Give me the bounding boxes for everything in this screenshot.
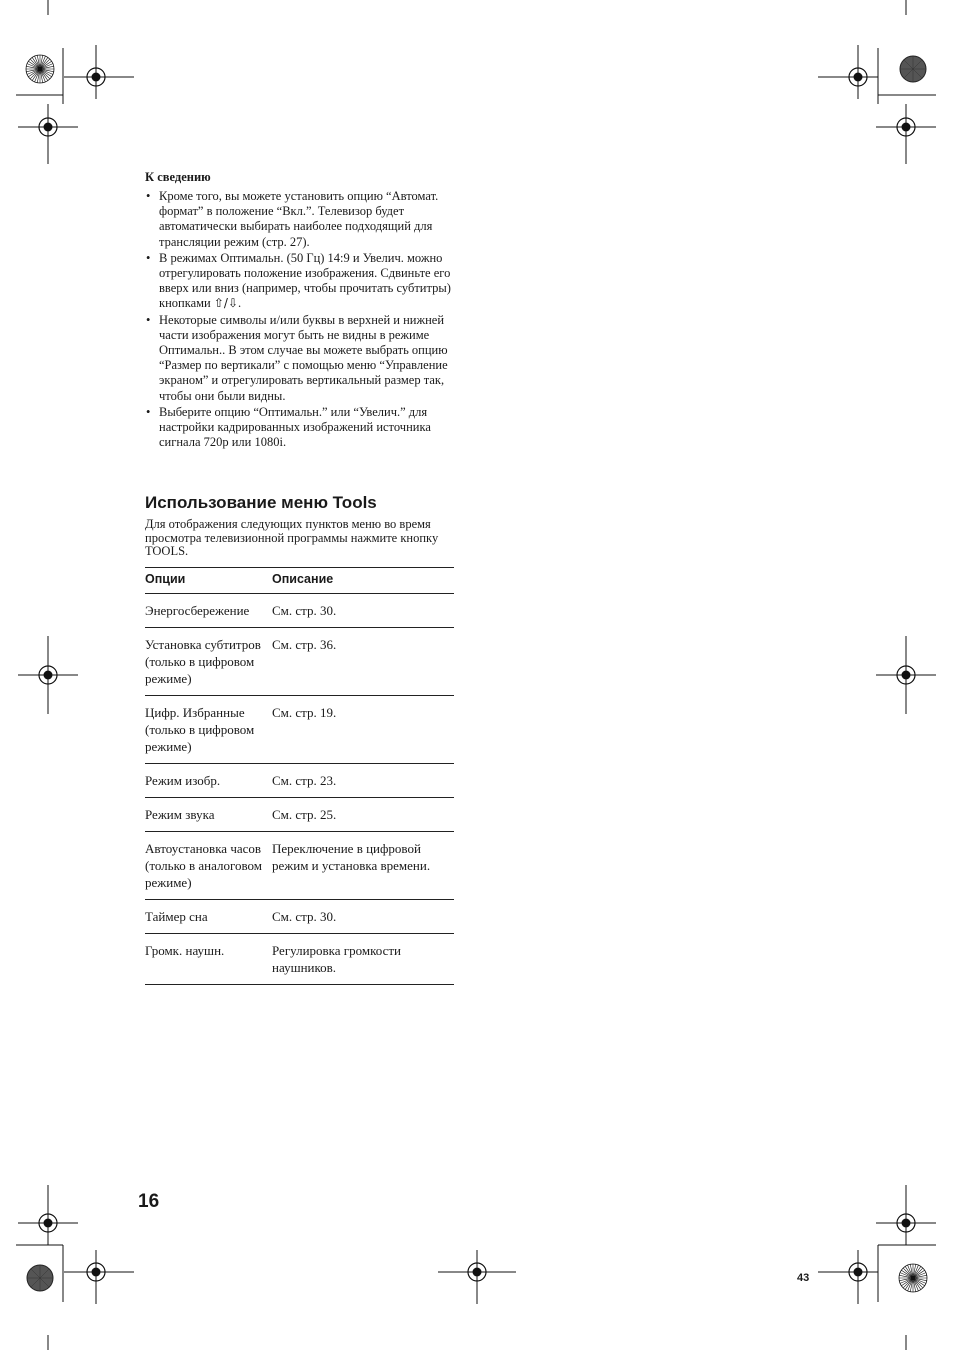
table-row [145,934,454,985]
table-row [145,696,454,764]
crop-mark-top-right [878,0,936,164]
description-cell: Регулировка громкости наушников. [272,934,454,985]
option-cell: Автоустановка часов (только в аналоговом режиме) [145,832,272,900]
list-item [145,313,457,404]
table-row [145,594,454,628]
bullet-icon: • [146,189,151,203]
description-cell: См. стр. 30. [272,594,454,628]
page-number: 16 [138,1191,160,1212]
note-text: Выберите опцию “Оптимальн.” или “Увелич.” для настройки кадрированных изображений источника сигнала 720p или 1080i. [159,404,431,450]
section-intro: Для отображения следующих пунктов меню во время просмотра телевизионной программы нажмите кнопку TOOLS. [145,517,439,558]
bullet-icon: • [146,250,151,265]
description-cell: См. стр. 19. [272,696,454,764]
list-item [145,405,457,451]
table-row [145,900,454,934]
table-row [145,798,454,832]
option-cell: Режим изобр. [145,764,272,798]
up-down-arrow-icon: ⇧/⇩ [213,296,239,311]
option-cell: Установка субтитров (только в цифровом режиме) [145,628,272,696]
option-cell: Режим звука [145,798,272,832]
note-list [145,189,457,450]
table-header-row [145,568,454,594]
star-target-icon [26,55,54,83]
column-header-description: Описание [272,568,454,594]
options-table [145,567,454,985]
note-text: Некоторые символы и/или буквы в верхней и нижней части изображения могут быть не видны в режиме Оптимальн.. В этом случае вы можете выбрать опцию “Размер по вертикали” с помощью меню “Управление экраном” и отрегулировать вертикальный размер так, чтобы они были видны. [159,312,448,403]
dark-target-icon [900,56,926,82]
description-cell: См. стр. 23. [272,764,454,798]
option-cell: Энергосбережение [145,594,272,628]
star-target-icon [899,1264,927,1292]
column-header-options: Опции [145,568,272,594]
description-cell: См. стр. 36. [272,628,454,696]
table-row [145,764,454,798]
option-cell: Таймер сна [145,900,272,934]
note-text: Кроме того, вы можете установить опцию “Автомат. формат” в положение “Вкл.”. Телевизор будет автоматически выбирать наиболее подходящий для трансляции режим (стр. 27). [159,189,439,249]
description-cell: См. стр. 25. [272,798,454,832]
list-item [145,189,457,250]
table-row [145,832,454,900]
bullet-icon: • [146,312,151,327]
option-cell: Громк. наушн. [145,934,272,985]
bullet-icon: • [146,404,151,419]
note-block [145,170,457,451]
table-row [145,628,454,696]
note-text-end: . [238,296,242,311]
sheet-number: 43 [797,1272,810,1284]
option-cell: Цифр. Избранные (только в цифровом режиме) [145,696,272,764]
list-item [145,251,457,312]
dark-target-icon [27,1265,53,1291]
description-cell: См. стр. 30. [272,900,454,934]
note-text: В режимах Оптимальн. (50 Гц) 14:9 и Увелич. можно отрегулировать положение изображения. Сдвиньте его вверх или вниз (например, чтобы прочитать субтитры) кнопками [159,250,451,311]
section-title: Использование меню Tools [145,493,377,512]
note-title: К сведению [145,170,211,184]
description-cell: Переключение в цифровой режим и установка времени. [272,832,454,900]
